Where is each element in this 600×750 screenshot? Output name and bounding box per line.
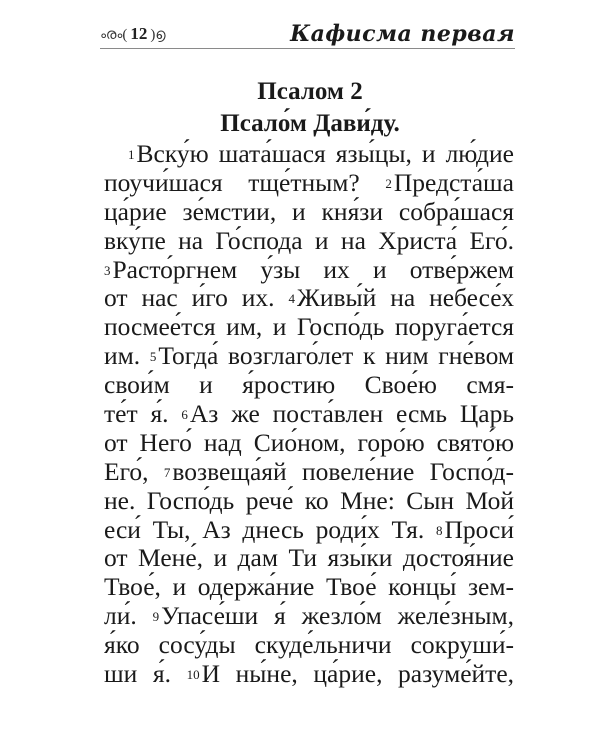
verse-number: 10 [186,667,200,683]
line-text: ши я́. [104,659,187,689]
text-line [104,516,514,545]
text-line: посмее́тся им, и Госпо́дь поруга́ется [104,312,514,342]
line-text: Аз же поста́влен есмь Царь [189,399,514,429]
text-line: Твое́, и одержа́ние Твое́ концы́ зем- [104,572,514,602]
psalm-subtitle: Псало́м Дави́ду. [220,110,400,137]
verse-number: 5 [149,349,157,365]
line-text: те́т я́. [104,399,182,429]
page-header [100,22,515,48]
verse-number: 6 [181,407,188,423]
psalm-text [104,140,514,689]
text-line [104,342,514,371]
verse-number: 1 [128,147,135,162]
text-line [104,169,514,198]
line-text: Тогда́ возглаго́лет к ним гне́вом [158,341,514,371]
line-text: от нас и́го их. [104,283,289,313]
text-line [104,140,514,169]
ornament-left-icon: ൟ( [100,27,128,43]
text-line [104,284,514,313]
text-line: от Мене́, и дам Ти язы́ки достоя́ние [104,543,514,573]
verse-number: 2 [385,175,392,191]
line-text: поучи́шася тще́тным? [104,167,386,197]
line-text: Расто́ргнем у́зы их и отве́ржем [112,254,514,284]
line-text: Проси́ [444,514,514,544]
header-rule [100,48,515,49]
text-line: от Него́ над Сио́ном, горо́ю свято́ю [104,427,514,457]
line-text: ли́. [104,601,153,631]
verse-number: 8 [435,522,443,538]
line-text: возвеща́яй повеле́ние Госпо́д- [172,456,514,486]
text-line [104,660,514,689]
page-folio [100,24,166,44]
line-text: Живы́й на небесе́х [296,283,514,313]
line-text: еси́ Ты, Аз днесь роди́х Тя. [104,514,436,544]
verse-number: 3 [104,262,111,278]
text-line [104,458,514,487]
line-text: И ны́не, ца́рие, разуме́йте, [201,659,515,689]
running-title: Кафисма первая [290,21,515,47]
verse-number: 9 [152,609,160,625]
psalm-title: Псалом 2 [257,78,363,105]
line-text: им. [104,341,150,371]
verse-number: 7 [163,464,171,480]
text-line: вку́пе на Го́спода и на Христа́ Его́. [104,225,514,255]
text-line: ца́рие зе́мстии, и кня́зи собра́шася [104,196,514,226]
text-line [104,602,514,631]
line-text: Предста́ша [393,167,514,197]
page-number: 12 [130,24,148,43]
text-line: не. Госпо́дь рече́ ко Мне: Сын Мой [104,485,514,515]
text-line: я́ко сосу́ды скуде́льничи сокруши́- [104,630,514,660]
line-text: Упасе́ши я́ жезло́м желе́зным, [161,601,515,631]
text-line: свои́м и я́ростию Свое́ю смя- [104,370,514,400]
ornament-right-icon: )൭ [150,27,166,43]
line-text: Его́, [104,456,164,486]
verse-number: 4 [288,291,295,307]
line-text: Вску́ю шата́шася язы́цы, и лю́дие [136,139,514,168]
text-line [104,256,514,285]
text-line [104,400,514,429]
